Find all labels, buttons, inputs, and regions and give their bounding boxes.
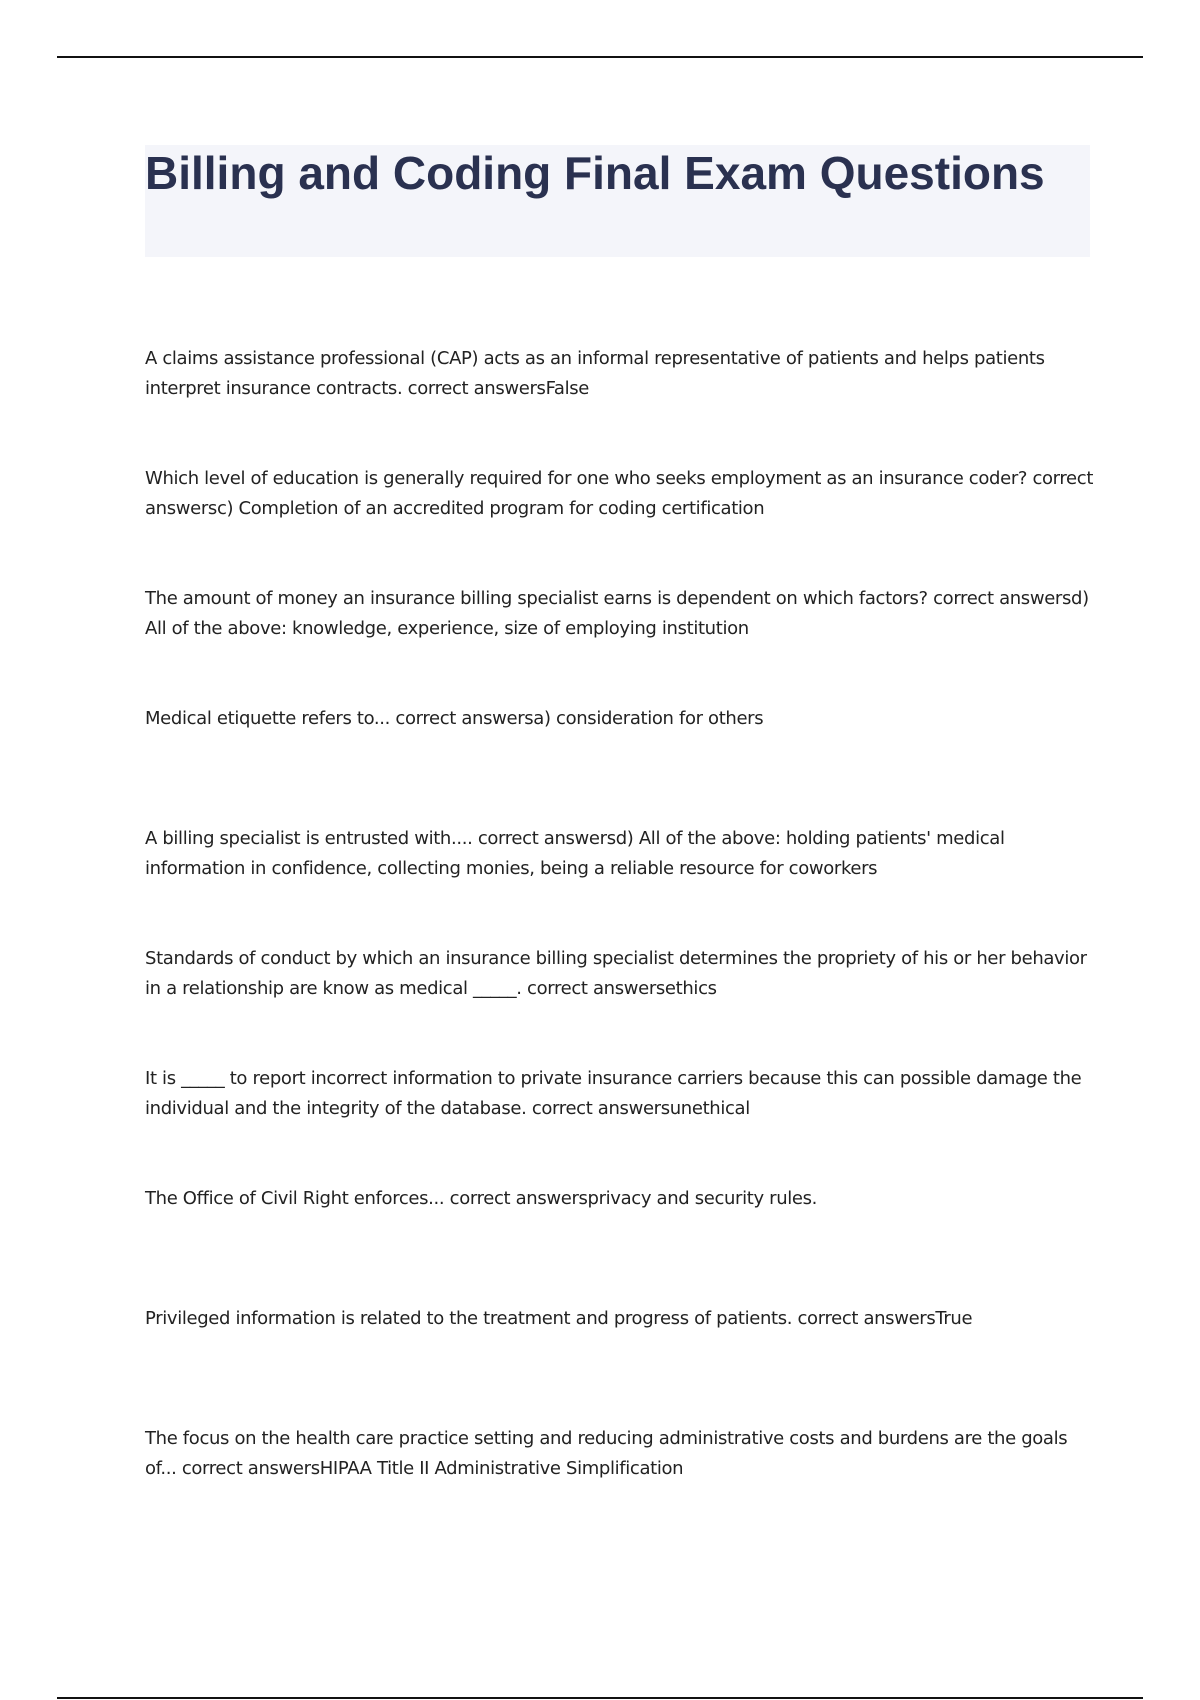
question-item: A billing specialist is entrusted with.... correct answersd) All of the above: holding patients' medical information in confidence, collecting monies, being a reliable resource for coworkers bbox=[145, 828, 1005, 879]
question-item: Privileged information is related to the treatment and progress of patients. correct answersTrue bbox=[145, 1308, 973, 1329]
question-item: A claims assistance professional (CAP) acts as an informal representative of patients and helps patients interpret insurance contracts. correct answersFalse bbox=[145, 348, 1045, 399]
question-item: The amount of money an insurance billing specialist earns is dependent on which factors? correct answersd) All of the above: knowledge, experience, size of employing institution bbox=[145, 588, 1089, 639]
question-item: The Office of Civil Right enforces... correct answersprivacy and security rules. bbox=[145, 1188, 818, 1209]
question-item: Which level of education is generally required for one who seeks employment as an insurance coder? correct answersc) Completion of an accredited program for coding certification bbox=[145, 468, 1094, 519]
question-item: The focus on the health care practice setting and reducing administrative costs and burdens are the goals of... correct answersHIPAA Title II Administrative Simplification bbox=[145, 1428, 1068, 1479]
top-divider bbox=[57, 56, 1143, 58]
question-item: Standards of conduct by which an insurance billing specialist determines the propriety of his or her behavior in a relationship are know as medical _____. correct answersethics bbox=[145, 948, 1087, 999]
question-item: Medical etiquette refers to... correct answersa) consideration for others bbox=[145, 708, 764, 729]
bottom-divider bbox=[57, 1697, 1143, 1699]
document-title: Billing and Coding Final Exam Questions bbox=[145, 147, 1045, 199]
title-banner bbox=[145, 145, 1090, 257]
question-list bbox=[145, 344, 1095, 1544]
question-item: It is _____ to report incorrect information to private insurance carriers because this can possible damage the individual and the integrity of the database. correct answersunethical bbox=[145, 1068, 1082, 1119]
